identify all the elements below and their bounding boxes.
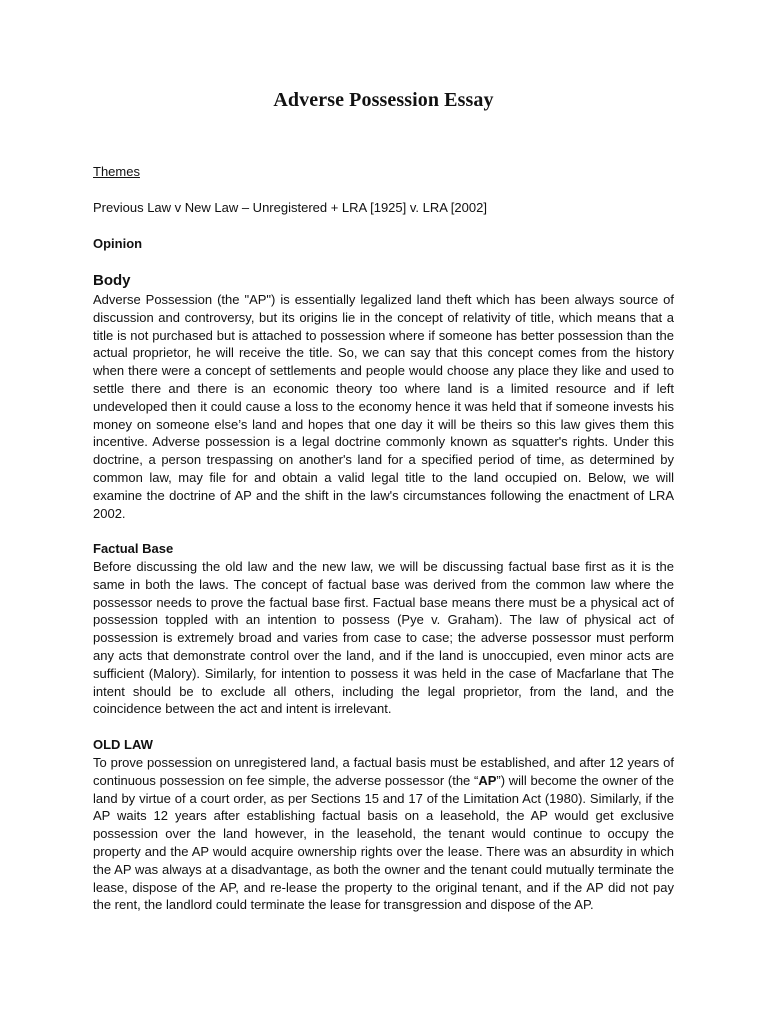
old-law-paragraph [93, 754, 674, 914]
body-heading: Body [93, 272, 131, 289]
ap-abbreviation: AP [478, 772, 497, 788]
old-law-text-part-2: ”) will become the owner of the land by virtue of a court order, as per Sections 15 and 17 of the Limitation Act (1980). Similarly, if the AP waits 12 years after establishing factual basis on a leasehold, the AP would get exclusive possession over the land however, in the leasehold, the tenant would continue to occupy the property and the AP would acquire ownership rights over the lease. There was an absurdity in which the AP was always at a disadvantage, as both the owner and the tenant could mutually terminate the lease, dispose of the AP, and re-lease the property to the original tenant, and if the AP did not pay the rent, the landlord could terminate the lease for transgression and dispose of the AP. [93, 772, 675, 913]
themes-label: Themes [93, 164, 140, 179]
old-law-text-part-1: To prove possession on unregistered land, a factual basis must be established, and after 12 years of continuous possession on fee simple, the adverse possessor (the “ [93, 755, 674, 788]
opinion-label: Opinion [93, 236, 143, 251]
factual-base-heading: Factual Base [93, 541, 174, 556]
previous-law-line: Previous Law v New Law – Unregistered + LRA [1925] v. LRA [2002] [93, 200, 487, 215]
body-paragraph: Adverse Possession (the "AP") is essentially legalized land theft which has been always source of discussion and controversy, but its origins lie in the concept of relativity of title, which means that a title is not purchased but is attached to possession where if someone has better possession than the actual proprietor, he will receive the title. So, we can say that this concept comes from the history when there were a concept of settlements and people would choose any place they like and used to settle there and there is an economic theory too where land is a limited resource and if left undeveloped then it could cause a loss to the economy hence it was held that if someone invests his money on someone else’s land and hopes that one day it will be theirs so this law gives them this incentive. Adverse possession is a legal doctrine commonly known as squatter's rights. Under this doctrine, a person trespassing on another's land for a specified period of time, as determined by common law, may file for and obtain a valid legal title to the land occupied on. Below, we will examine the doctrine of AP and the shift in the law's circumstances following the enactment of LRA 2002. [93, 292, 674, 521]
old-law-heading: OLD LAW [93, 737, 153, 752]
document-title: Adverse Possession Essay [273, 89, 494, 111]
factual-base-paragraph: Before discussing the old law and the new law, we will be discussing factual base first as it is the same in both the laws. The concept of factual base was derived from the common law where the possessor needs to prove the factual base first. Factual base means there must be a physical act of possession toppled with an intention to possess (Pye v. Graham). The law of physical act of possession is extremely broad and varies from case to case; the adverse possessor must perform any acts that demonstrate control over the land, and if the land is unoccupied, even minor acts are sufficient (Malory). Similarly, for intention to possess it was held in the case of Macfarlane that The intent should be to exclude all others, including the legal proprietor, from the land, and the coincidence between the act and intent is irrelevant. [93, 559, 674, 717]
